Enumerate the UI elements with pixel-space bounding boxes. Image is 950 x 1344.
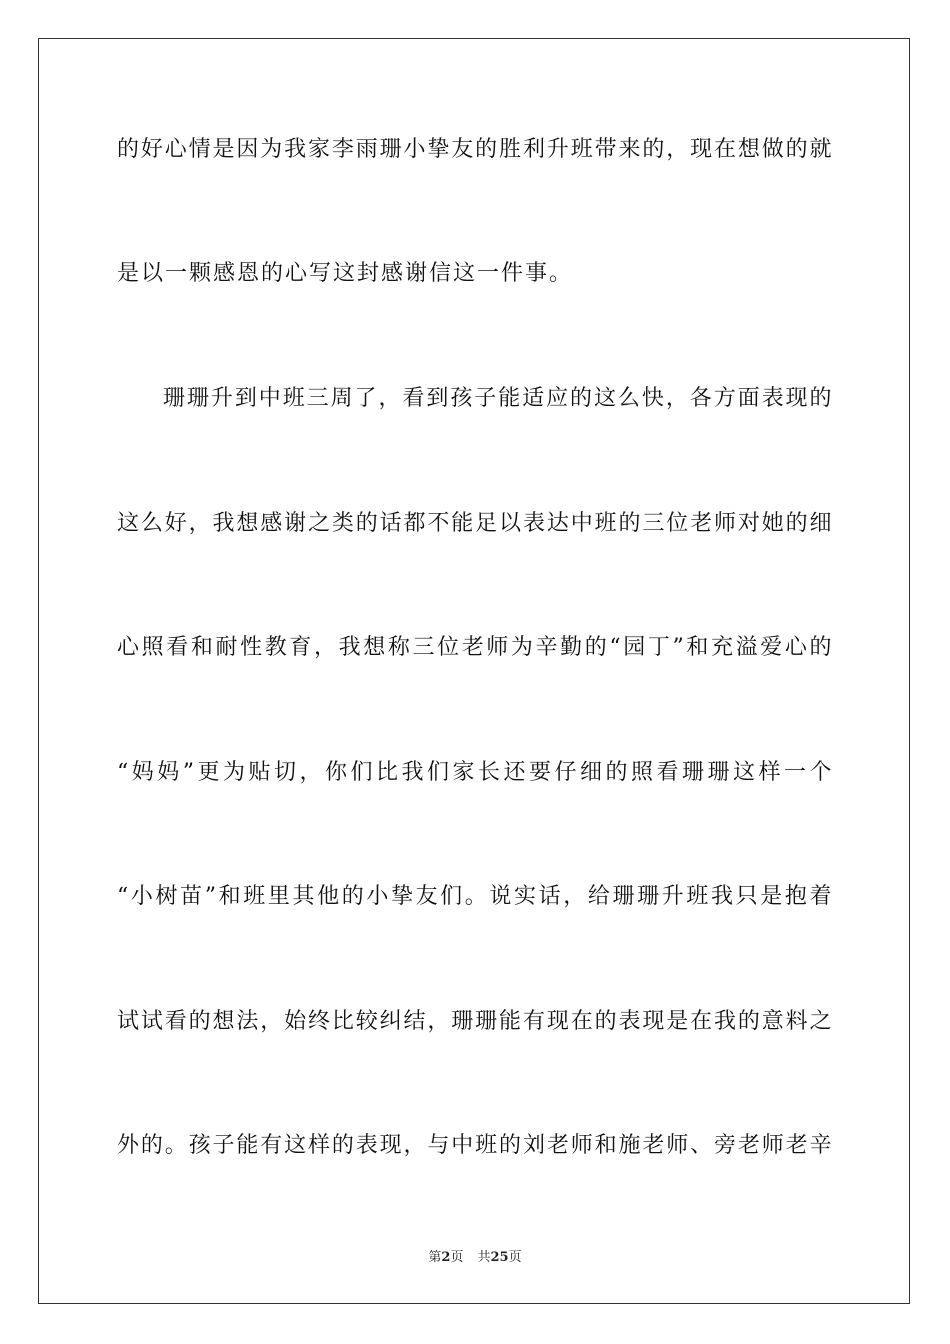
text-line: 外的。孩子能有这样的表现，与中班的刘老师和施老师、旁老师老辛 [117, 1133, 833, 1158]
text-line: “妈妈”更为贴切，你们比我们家长还要仔细的照看珊珊这样一个 [117, 760, 833, 785]
text-line: 这么好，我想感谢之类的话都不能足以表达中班的三位老师对她的细 [117, 511, 833, 536]
text-line: 心照看和耐性教育，我想称三位老师为辛勤的“园丁”和充溢爱心的 [117, 635, 833, 660]
text-line: “小树苗”和班里其他的小挚友们。说实话，给珊珊升班我只是抱着 [117, 884, 833, 909]
page-border [38, 38, 910, 1304]
text-line: 是以一颗感恩的心写这封感谢信这一件事。 [117, 261, 574, 286]
text-line: 试试看的想法，始终比较纠结，珊珊能有现在的表现是在我的意料之 [117, 1009, 833, 1034]
total-prefix: 共 [477, 1250, 491, 1265]
page-prefix: 第 [428, 1250, 442, 1265]
page-number: 2 [441, 1250, 451, 1265]
page-footer [0, 1249, 950, 1267]
total-suffix: 页 [508, 1250, 522, 1265]
text-line: 珊珊升到中班三周了，看到孩子能适应的这么快，各方面表现的 [163, 386, 833, 411]
total-pages: 25 [490, 1250, 509, 1265]
text-line: 的好心情是因为我家李雨珊小挚友的胜利升班带来的，现在想做的就 [117, 137, 833, 162]
page-suffix: 页 [450, 1250, 464, 1265]
